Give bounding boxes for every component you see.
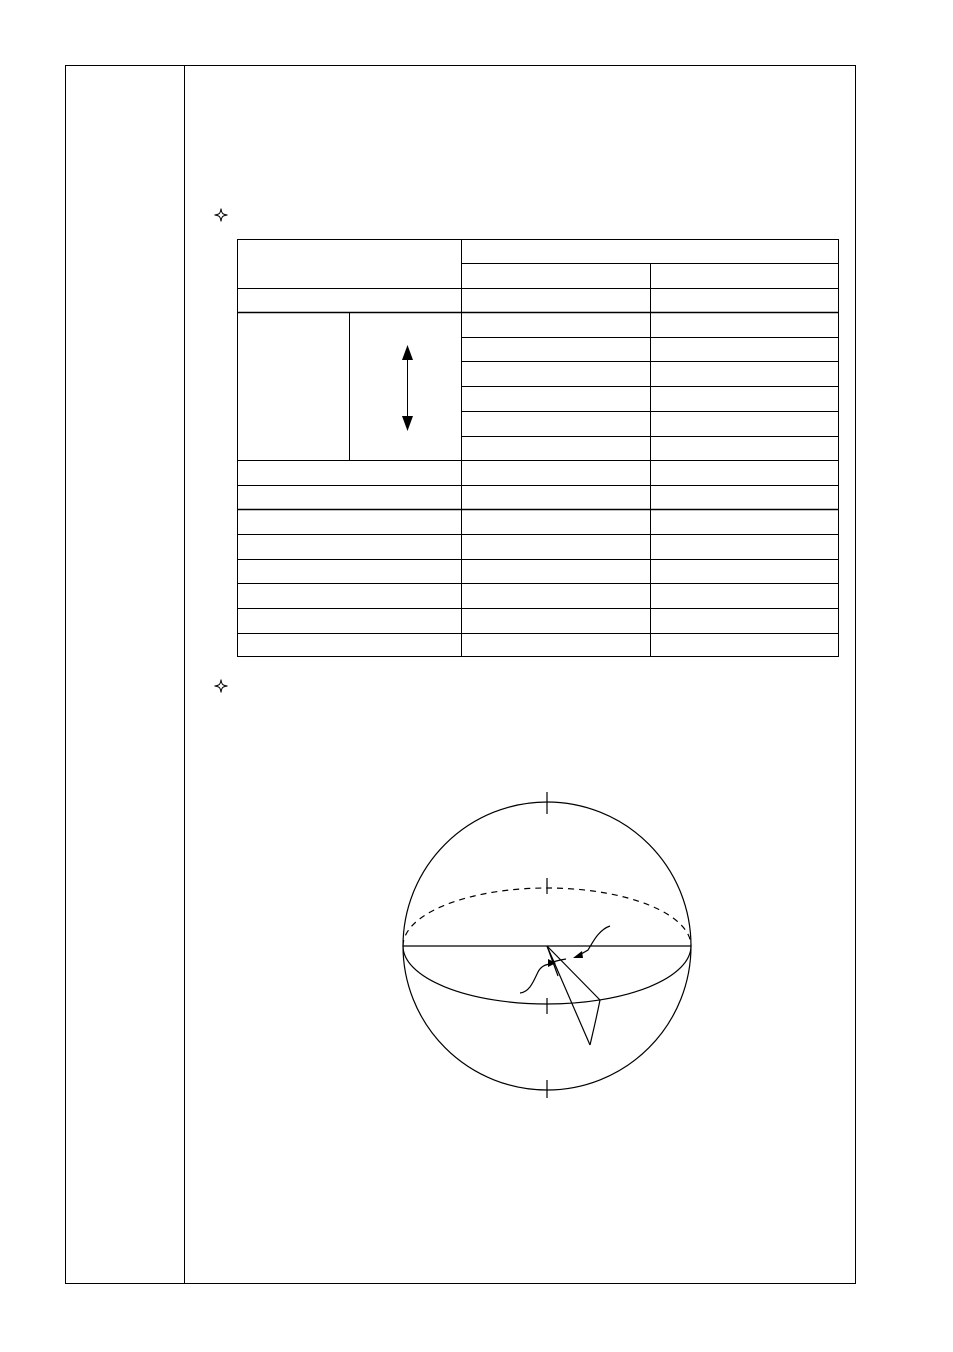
bullet-star-icon-1: [214, 208, 228, 222]
sphere-diagram: [380, 780, 720, 1110]
bullet-star-icon-2: [214, 679, 228, 693]
spec-table: [237, 239, 839, 657]
margin-divider: [184, 65, 185, 1284]
double-arrow-icon: [402, 345, 413, 431]
